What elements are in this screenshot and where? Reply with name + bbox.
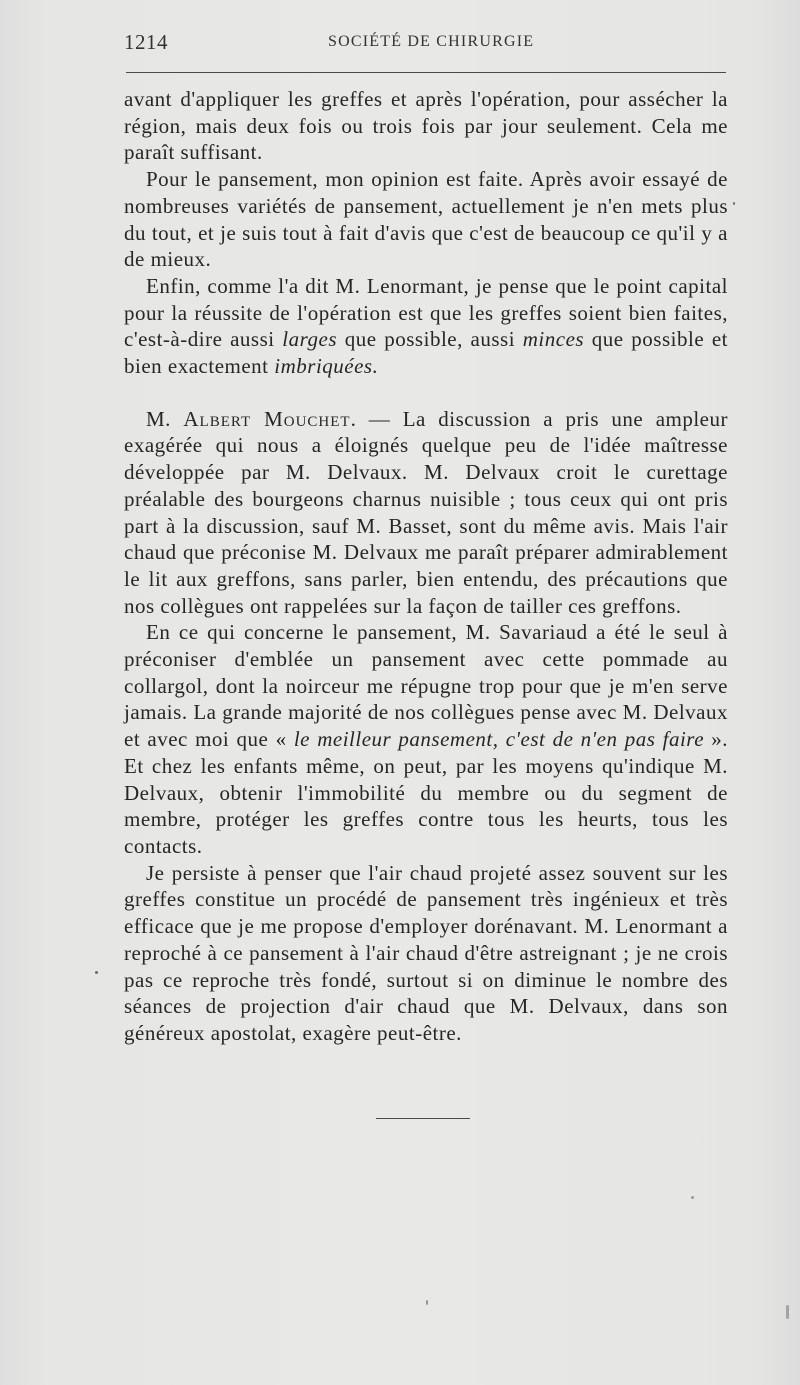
paper-speck [95,971,98,974]
speaker-name: Albert Mouchet [183,406,351,431]
end-rule [376,1118,470,1119]
page-number: 1214 [124,30,168,54]
italic-quote: le meilleur pansement, c'est de n'en pas faire [293,727,705,752]
speaker-prefix: M. [146,406,184,431]
italic-larges: larges [282,327,338,352]
paper-speck [426,1300,428,1305]
paragraph-mouchet-speech: M. Albert Mouchet. — La discussion a pris une ampleur exagérée qui nous a éloignés quelque peu de l'idée maîtresse développée par M. Delvaux. M. Delvaux croit le curettage préalable des bourgeons charnus nuisible ; tous ceux qui ont pris part à la discussion, sauf M. Basset, sont du même avis. Mais l'air chaud que préconise M. Delvaux me paraît préparer admirablement le lit aux greffons, sans parler, bien entendu, des précautions que nos collègues ont rappelées sur la façon de tailler ces greffons. [124,406,728,618]
paper-speck [786,1305,789,1319]
page-header [124,30,728,54]
paragraph-air-chaud: Je persiste à penser que l'air chaud projeté assez souvent sur les greffes constitue un procédé de pansement très ingénieux et très efficace que je me propose d'employer dorénavant. M. Lenormant a reproché à ce pansement à l'air chaud d'être astreignant ; je ne crois pas ce reproche très fondé, surtout si on diminue le nombre des séances de projection d'air chaud que M. Delvaux, dans son généreux apostolat, exagère peut-être. [124,860,728,1045]
paragraph-pansement-opinion: Pour le pansement, mon opinion est faite. Après avoir essayé de nombreuses variétés de pansement, actuellement je n'en mets plus du tout, et je suis tout à fait d'avis que c'est de beaucoup ce qu'il y a de mieux. [124,167,728,272]
paragraph-greffes-faites: Enfin, comme l'a dit M. Lenormant, je pense que le point capital pour la réussite de l'opération est que les greffes soient bien faites, c'est-à-dire aussi larges que possible, aussi minces que possible et bien exactement imbriquées. [124,273,728,379]
header-rule [126,72,726,73]
body-text [124,86,728,1047]
paragraph-pansement-collargol: En ce qui concerne le pansement, M. Savariaud a été le seul à préconiser d'emblée un pansement avec cette pommade au collargol, dont la noirceur me répugne trop pour que je m'en serve jamais. La grande majorité de nos collègues pense avec M. Delvaux et avec moi que « le meilleur pansement, c'est de n'en pas faire ». Et chez les enfants même, on peut, par les moyens qu'indique M. Delvaux, obtenir l'immobilité du membre ou du segment de membre, protéger les greffes contre tous les heurts, tous les contacts. [124,620,729,858]
paragraph-continuation: avant d'appliquer les greffes et après l'opération, pour assécher la région, mais deux fois ou trois fois par jour seulement. Cela me paraît suffisant. [124,87,728,165]
italic-minces: minces [522,327,585,352]
paper-speck [733,202,735,205]
running-head: SOCIÉTÉ DE CHIRURGIE [328,33,535,50]
paper-speck [691,1196,694,1199]
italic-imbriquees: imbriquées. [274,354,379,379]
